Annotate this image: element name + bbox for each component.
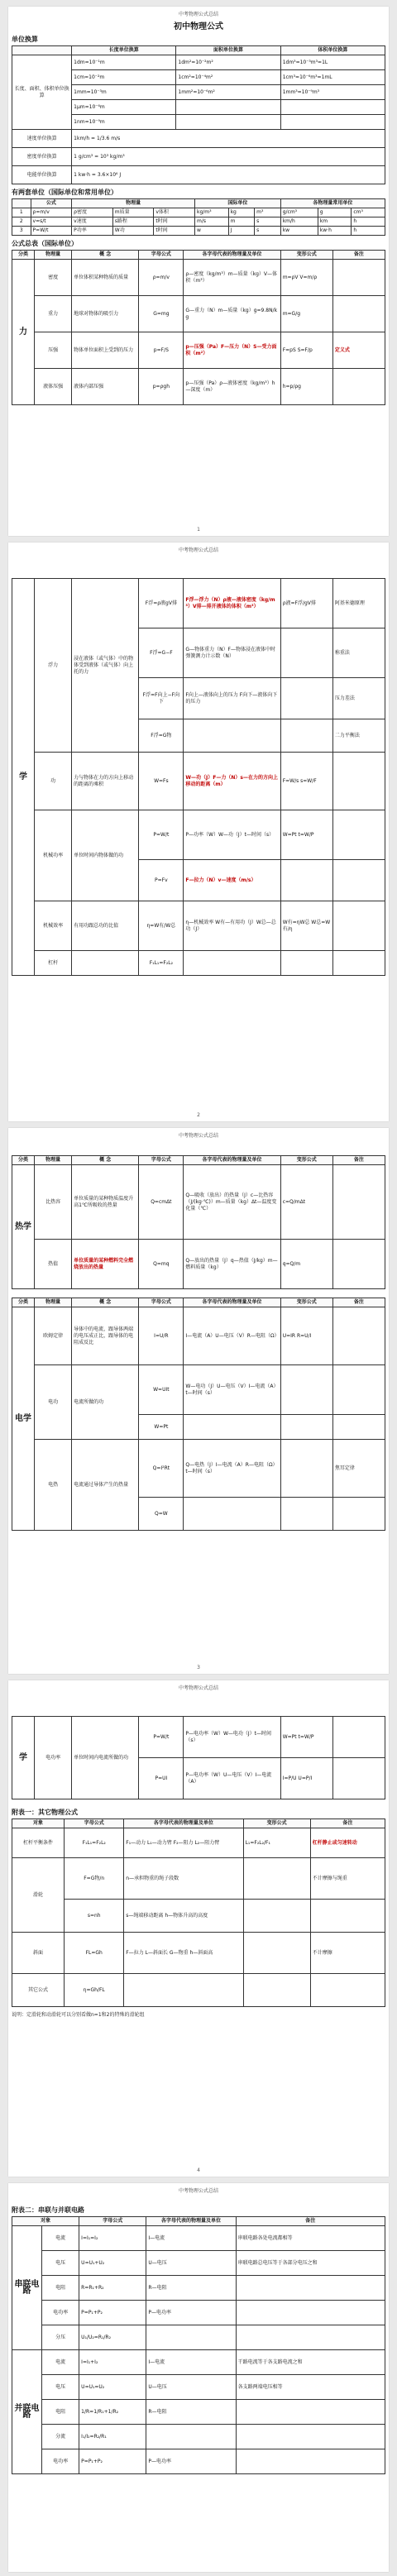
table-row: 并联电路 电流 I=I₁+I₂ I—电流 干路电流等于各支路电流之和 <box>12 2350 385 2375</box>
unit-cell: 1mm³=10⁻⁹m³ <box>280 85 385 100</box>
series-label: 串联电路 <box>12 2226 42 2350</box>
table-row: F浮=F向上−F向下 F向上—液体向上的压力 F向下—液体向下的压力 压力差法 <box>12 678 385 719</box>
unit-cell: 1cm²=10⁻⁴m² <box>176 70 280 85</box>
table-row: 电阻 1/R=1/R₁+1/R₂ R—电阻 <box>12 2400 385 2425</box>
table-row: 电压 U=U₁=U₂ U—电压 各支路两端电压相等 <box>12 2375 385 2400</box>
si-header: 国际单位 <box>194 199 280 208</box>
table-row: 热值 单位质量的某种燃料完全燃烧放出的热量 Q=mq Q—放出的热量（J）q—热值（J/kg）m—燃料质量（kg） q=Q/m <box>12 1240 385 1289</box>
unit-row-label: 长度、面积、体积单位换算 <box>12 55 72 130</box>
table-row: 杠杆 F₁L₁=F₂L₂ <box>12 951 385 976</box>
table-row: 斜面 FL=Gh F—拉力 L—斜面长 G—物重 h—斜面高 不计摩擦 <box>12 1933 385 1974</box>
table-row: F浮=G−F G—物体重力（N）F—物体浸在液体中时弹簧测力计示数（N） 称重法 <box>12 628 385 678</box>
parallel-label: 并联电路 <box>12 2350 42 2474</box>
appendix2-title: 附表二：串联与并联电路 <box>12 2206 84 2214</box>
unit-cell: 1mm²=10⁻⁶m² <box>176 85 280 100</box>
table-row: 电热 电流通过导体产生的热量 Q=I²Rt Q—电热（J）I—电流（A）R—电阻（Ω）t—时间（s） 焦耳定律 <box>12 1440 385 1498</box>
unit-cell: 1μm=10⁻⁶m <box>72 100 176 115</box>
unit-cell <box>280 115 385 130</box>
si-table <box>12 198 385 236</box>
table-row: F浮=G物 二力平衡法 <box>12 719 385 753</box>
si-section-title: 有两套单位（国际单位和常用单位） <box>12 189 117 196</box>
unit-header: 体积单位换算 <box>280 46 385 55</box>
unit-cell: 1dm²=10⁻²m² <box>176 55 280 70</box>
page-1 <box>8 7 389 536</box>
appendix1-title: 附表一：其它物理公式 <box>12 1809 78 1816</box>
elec-table: 分类 物理量 概 念 字母公式 各字母代表的物理量及单位 变形公式 备注 电学 欧姆定律 导体中的电流，跟导体两端的电压成正比，跟导体的电阻成反比 I=U/R I—电流（A）U—电压（V）R—电阻（Ω） U=IR R=U/I 电功 电流所做的功 W=UIt W—电功（J）U—电压（V）I—电流（A）t—时间（s） W=Pt 电热 电流通过导体产生的热量 Q=I²Rt Q—电热（J）I—电流（A）R—电阻（Ω）t—时间（s） 焦耳定律 Q=W <box>12 1298 385 1531</box>
density-unit-label: 密度单位换算 <box>12 148 72 166</box>
si-header: 公式 <box>31 199 72 208</box>
page-number: 3 <box>197 1665 200 1670</box>
table-row: 机械功率 单位时间内物体做的功 P=W/t P—功率（W）W—功（J）t—时间（s） W=Pt t=W/P <box>12 810 385 860</box>
table-row: 功 力与物体在力的方向上移动的距离的乘积 W=Fs W—功（J）F—力（N）s—在力的方向上移动的距离（m） F=W/s s=W/F <box>12 753 385 810</box>
table-row: 2 v=s/t v速度 s路程 t时间 m/s m s km/h km h <box>12 217 385 227</box>
density-unit-value: 1 g/cm³ = 10³ kg/m³ <box>72 148 385 166</box>
category-label: 学 <box>12 1717 35 1799</box>
formula-section-title: 公式总表（国际单位） <box>12 240 78 247</box>
page-4 <box>8 1680 389 2177</box>
table-row: 学 电功率 单位时间内电流所做的功 P=W/t P—电功率（W）W—电功（J）t—时间（s） W=Pt t=W/P <box>12 1717 385 1758</box>
unit-cell <box>176 115 280 130</box>
table-row: 机械效率 有用功跟总功的比值 η=W有/W总 η—机械效率 W有—有用功（J）W总—总功（J） W有=ηW总 W总=W有/η <box>12 901 385 951</box>
table-row: 力 密度 单位体积某种物质的质量 ρ=m/v ρ—密度（kg/m³）m—质量（kg）V—体积（m³） m=ρV V=m/ρ <box>12 260 385 296</box>
table-row: 滑轮 F=G物/n n—承担物重的绳子段数 不计摩擦与绳重 <box>12 1858 385 1900</box>
unit-cell: 1dm³=10⁻³m³=1L <box>280 55 385 70</box>
category-label: 电学 <box>12 1307 35 1531</box>
page-2 <box>8 542 389 1121</box>
page-3 <box>8 1128 389 1674</box>
page-number: 1 <box>197 527 200 533</box>
table-row: P=UI P—电功率（W）U—电压（V）I—电流（A） I=P/U U=P/I <box>12 1758 385 1799</box>
table-row: 1 ρ=m/v ρ密度 m质量 v体积 kg/m³ kg m³ g/cm³ g cm³ <box>12 208 385 217</box>
table-row: W=Pt <box>12 1415 385 1440</box>
unit-cell: 1mm=10⁻³m <box>72 85 176 100</box>
energy-unit-label: 电能单位换算 <box>12 166 72 184</box>
table-row: 电功率 P=P₁+P₂ P—电功率 <box>12 2301 385 2325</box>
table-row: 串联电路 电流 I=I₁=I₂ I—电流 串联电路各处电流都相等 <box>12 2226 385 2251</box>
page-header: 中考物理公式总结 <box>178 12 218 17</box>
unit-cell: 1nm=10⁻⁹m <box>72 115 176 130</box>
unit-table <box>12 45 385 184</box>
page-header: 中考物理公式总结 <box>178 1685 218 1691</box>
unit-header: 面积单位换算 <box>176 46 280 55</box>
appendix1-note: 说明：定滑轮和动滑轮可以分别看做n=1和2的特殊的滑轮组 <box>12 2012 145 2018</box>
page-number: 4 <box>197 2167 200 2173</box>
unit-cell <box>280 100 385 115</box>
table-row: 电压 U=U₁+U₂ U—电压 串联电路总电压等于各部分电压之和 <box>12 2251 385 2276</box>
category-label: 热学 <box>12 1165 35 1289</box>
table-row: Q=W <box>12 1498 385 1531</box>
table-row: 压强 物体单位面积上受到的压力 p=F/S p—压强（Pa）F—压力（N）S—受力面积（m²） F=pS S=F/p 定义式 <box>12 332 385 369</box>
elec-power-table <box>12 1716 385 1799</box>
appendix1-table: 对象 字母公式 各字母代表的物理量及单位 变形公式 备注 杠杆平衡条件 F₁L₁=F₂L₂ F₁—动力 L₁—动力臂 F₂—阻力 L₂—阻力臂 L₁=F₂L₂/F₁ 杠杆静止或匀速转动 滑轮 F=G物/n n—承担物重的绳子段数 不计摩擦与绳重 s=nh s—绳端移动距离 h—物体升高的高度 斜面 FL=Gh F—拉力 L—斜面长 G—物重 h—斜面高 不计摩擦 其它公式 η=Gh/FL <box>12 1818 385 2007</box>
speed-unit-label: 速度单位换算 <box>12 130 72 148</box>
si-header: 各物理量常用单位 <box>280 199 385 208</box>
table-row: 电学 欧姆定律 导体中的电流，跟导体两端的电压成正比，跟导体的电阻成反比 I=U/R I—电流（A）U—电压（V）R—电阻（Ω） U=IR R=U/I <box>12 1307 385 1365</box>
page-number: 2 <box>197 1112 200 1118</box>
page-header: 中考物理公式总结 <box>178 1133 218 1139</box>
table-row: 学 浮力 浸在液体（或气体）中的物体受到液体（或气体）向上托的力 F浮=ρ液gV排 F浮—浮力（N）ρ液—液体密度（kg/m³）V排—排开液体的体积（m³） ρ液=F浮/gV排 阿基米德原理 <box>12 579 385 628</box>
table-row: s=nh s—绳端移动距离 h—物体升高的高度 <box>12 1900 385 1933</box>
table-row: 重力 地球对物体的吸引力 G=mg G—重力（N）m—质量（kg）g=9.8N/kg m=G/g <box>12 296 385 332</box>
table-row: 液体压强 液体内部压强 p=ρgh p—压强（Pa）ρ—液体密度（kg/m³）h—深度（m） h=p/ρg <box>12 369 385 405</box>
energy-unit-value: 1 kw·h = 3.6×10⁶ J <box>72 166 385 184</box>
category-label: 力 <box>12 260 35 405</box>
unit-cell: 1cm³=10⁻⁶m³=1mL <box>280 70 385 85</box>
formula-table: 分类 物理量 概 念 字母公式 各字母代表的物理量及单位 变形公式 备注 力 密度 单位体积某种物质的质量 ρ=m/v ρ—密度（kg/m³）m—质量（kg）V—体积（m³） m=ρV V=m/ρ 重力 地球对物体的吸引力 G=mg G—重力（N）m—质量（kg）g=9.8N/kg m=G/g 压强 物体单位面积上受到的压力 p=F/S p—压强（Pa）F—压力（N）S—受力面积（m²） F=pS S=F/p 定义式 液体压强 液体内部压强 p=ρgh p—压强（Pa）ρ—液体密度（kg/m³）h—深度（m） h=p/ρg <box>12 250 385 405</box>
page-5 <box>8 2183 389 2572</box>
table-row: 分流 I₁/I₂=R₂/R₁ <box>12 2425 385 2449</box>
heat-table: 分类 物理量 概 念 字母公式 各字母代表的物理量及单位 变形公式 备注 热学 比热容 单位质量的某种物质温度升高1℃所吸收的热量 Q=cmΔt Q—吸收（放出）的热量（J）c—比热容（J/(kg·℃)）m—质量（kg）Δt—温度变化量（℃） c=Q/mΔt 热值 单位质量的某种燃料完全燃烧放出的热量 Q=mq Q—放出的热量（J）q—热值（J/kg）m—燃料质量（kg） q=Q/m <box>12 1155 385 1289</box>
unit-cell: 1cm=10⁻²m <box>72 70 176 85</box>
table-row: 其它公式 η=Gh/FL <box>12 1974 385 2007</box>
table-row: 分压 U₁/U₂=R₁/R₂ <box>12 2325 385 2350</box>
table-row: 杠杆平衡条件 F₁L₁=F₂L₂ F₁—动力 L₁—动力臂 F₂—阻力 L₂—阻力臂 L₁=F₂L₂/F₁ 杠杆静止或匀速转动 <box>12 1828 385 1858</box>
page-header: 中考物理公式总结 <box>178 547 218 553</box>
formula-table-continued <box>12 578 385 976</box>
table-row: 电功 电流所做的功 W=UIt W—电功（J）U—电压（V）I—电流（A）t—时间（s） <box>12 1365 385 1415</box>
table-row: P=Fv F—拉力（N）v—速度（m/s） <box>12 860 385 901</box>
unit-header: 长度单位换算 <box>72 46 176 55</box>
table-row: 电阻 R=R₁+R₂ R—电阻 <box>12 2276 385 2301</box>
table-row: 热学 比热容 单位质量的某种物质温度升高1℃所吸收的热量 Q=cmΔt Q—吸收（放出）的热量（J）c—比热容（J/(kg·℃)）m—质量（kg）Δt—温度变化量（℃） c=Q/mΔt <box>12 1165 385 1240</box>
table-row: 电功率 P=P₁+P₂ P—电功率 <box>12 2449 385 2474</box>
page-header: 中考物理公式总结 <box>178 2188 218 2194</box>
category-label: 学 <box>12 579 35 976</box>
unit-cell <box>176 100 280 115</box>
appendix2-table: 对象 字母公式 各字母代表的物理量及单位 备注 串联电路 电流 I=I₁=I₂ I—电流 串联电路各处电流都相等 电压 U=U₁+U₂ U—电压 串联电路总电压等于各部分电压之和 电阻 R=R₁+R₂ R—电阻 电功率 P=P₁+P₂ P—电功率 分压 U₁/U₂=R₁/R₂ 并联电路 电流 I=I₁+I₂ I—电流 干路电流等于各支路电流之和 电压 U=U₁=U₂ U—电压 各支路两端电压相等 电阻 1/R=1/R₁+1/R₂ R—电阻 分流 I₁/I₂=R₂/R₁ 电功率 P=P₁+P₂ P—电功率 <box>12 2216 385 2474</box>
si-header: 物理量 <box>72 199 195 208</box>
table-row: 3 P=W/t P功率 W功 t时间 w J s kw kw·h h <box>12 227 385 236</box>
unit-cell: 1dm=10⁻¹m <box>72 55 176 70</box>
speed-unit-value: 1km/h = 1/3.6 m/s <box>72 130 385 148</box>
doc-title: 初中物理公式 <box>174 22 223 31</box>
unit-section-title: 单位换算 <box>12 36 38 43</box>
